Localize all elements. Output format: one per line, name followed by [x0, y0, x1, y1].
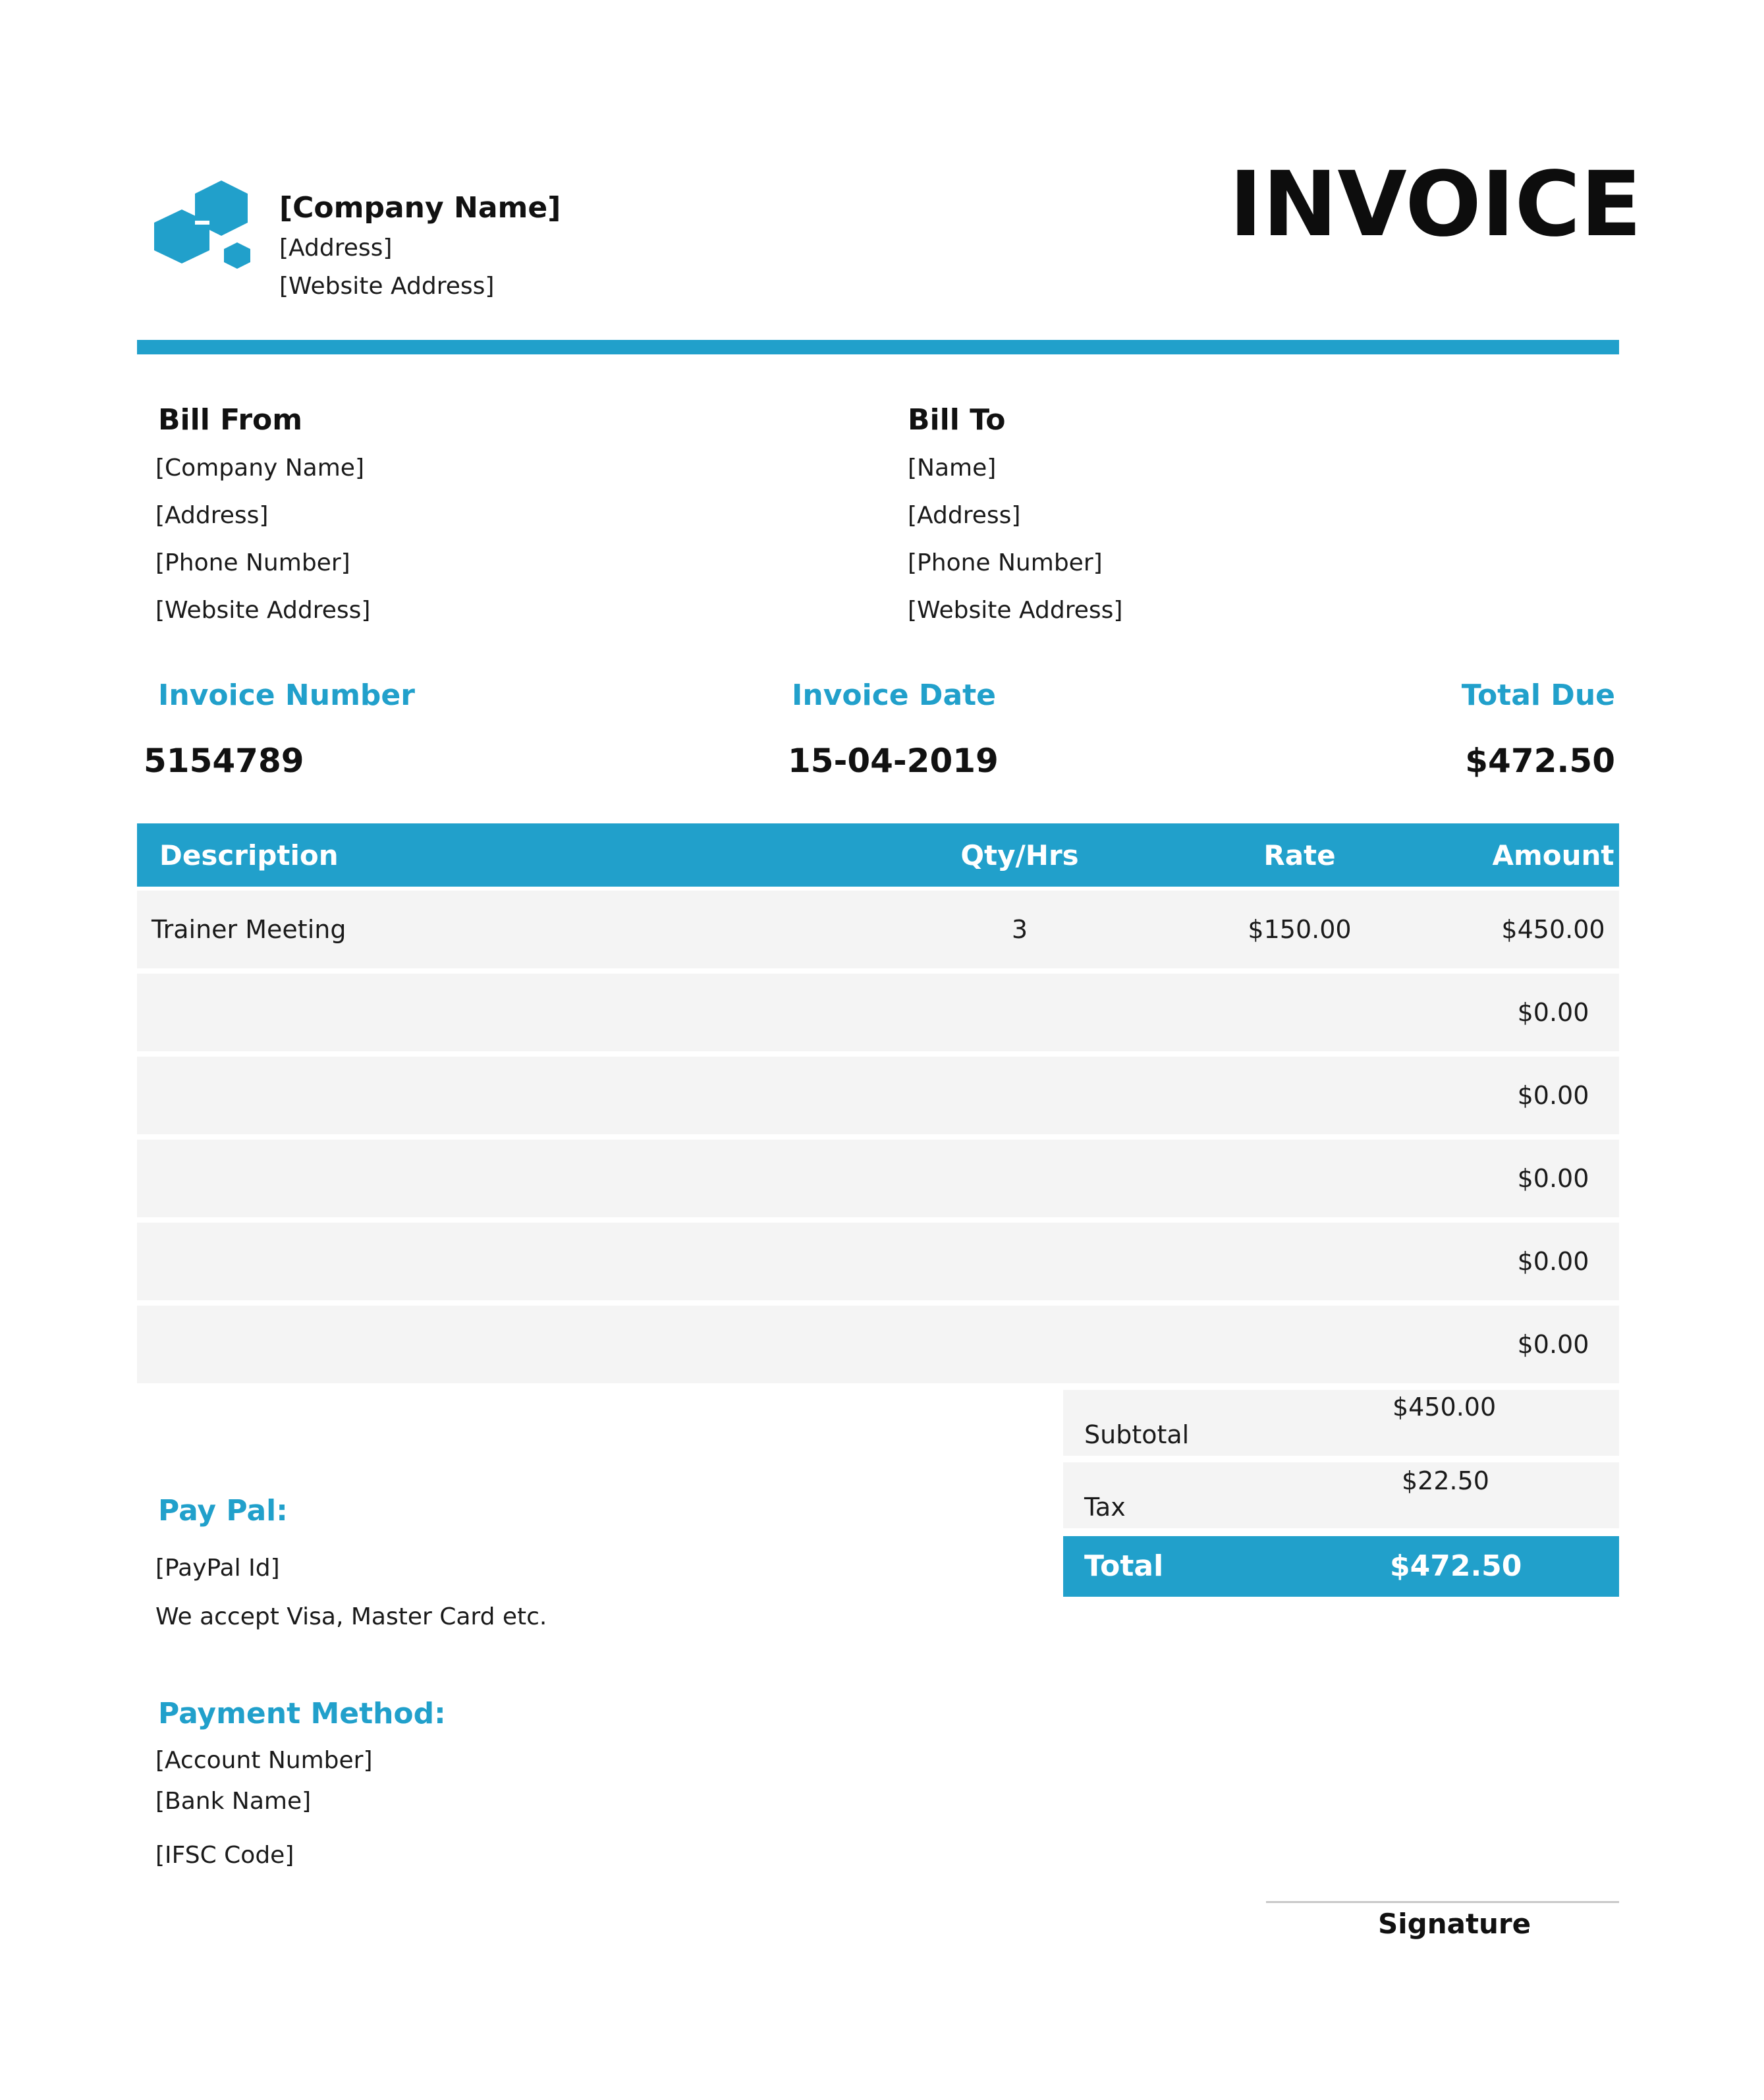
signature-line [1266, 1901, 1619, 1903]
tax-label: Tax [1084, 1493, 1126, 1522]
subtotal-value: $450.00 [1392, 1393, 1497, 1422]
bill-to-phone: [Phone Number] [908, 549, 1103, 576]
company-logo [144, 179, 256, 278]
signature-label: Signature [1378, 1908, 1531, 1940]
header-rate: Rate [1263, 839, 1336, 871]
bill-from-website: [Website Address] [155, 597, 371, 624]
row-amount: $0.00 [1517, 998, 1589, 1027]
total-row [1063, 1536, 1619, 1597]
bill-to-address: [Address] [908, 502, 1021, 529]
tax-value: $22.50 [1402, 1466, 1489, 1495]
row-amount: $0.00 [1517, 1081, 1589, 1110]
total-due-label: Total Due [1461, 678, 1615, 712]
logo-hex-small [224, 242, 250, 269]
invoice-number: 5154789 [144, 742, 304, 780]
table-row [137, 974, 1619, 1051]
payment-method-heading: Payment Method: [158, 1697, 446, 1730]
total-label: Total [1084, 1549, 1164, 1583]
bill-from-heading: Bill From [158, 403, 303, 437]
row-qty [914, 1306, 1125, 1383]
bill-from-address: [Address] [155, 502, 269, 529]
header-description: Description [159, 839, 339, 871]
row-amount: $450.00 [1501, 915, 1605, 944]
row-amount: $0.00 [1517, 1164, 1589, 1193]
row-amount: $0.00 [1517, 1247, 1589, 1276]
bill-to-name: [Name] [908, 455, 997, 482]
row-qty: 3 [1011, 915, 1028, 944]
row-description: Trainer Meeting [152, 915, 346, 944]
table-row [137, 1140, 1619, 1217]
company-name: [Company Name] [279, 191, 561, 225]
paypal-note: We accept Visa, Master Card etc. [155, 1603, 547, 1630]
bill-to-heading: Bill To [908, 403, 1006, 437]
table-row [137, 1223, 1619, 1300]
header-qty: Qty/Hrs [960, 839, 1079, 871]
company-address: [Address] [279, 235, 393, 262]
subtotal-row [1063, 1390, 1619, 1456]
header-amount: Amount [1492, 839, 1614, 871]
header-divider [137, 340, 1619, 354]
company-website: [Website Address] [279, 273, 495, 300]
total-due-value: $472.50 [1465, 742, 1615, 780]
subtotal-label: Subtotal [1084, 1420, 1190, 1449]
bill-from-phone: [Phone Number] [155, 549, 350, 576]
payment-account: [Account Number] [155, 1747, 373, 1774]
bill-from-company: [Company Name] [155, 455, 365, 482]
invoice-date-label: Invoice Date [792, 678, 997, 712]
invoice-date: 15-04-2019 [788, 742, 999, 780]
total-value: $472.50 [1390, 1549, 1522, 1583]
items-table-header [137, 823, 1619, 887]
table-row [137, 1306, 1619, 1383]
payment-ifsc: [IFSC Code] [155, 1842, 294, 1869]
table-row [137, 1057, 1619, 1134]
row-rate: $150.00 [1248, 915, 1352, 944]
invoice-title: INVOICE [1229, 153, 1642, 257]
paypal-heading: Pay Pal: [158, 1494, 288, 1528]
payment-bank: [Bank Name] [155, 1788, 312, 1815]
row-qty [914, 1140, 1125, 1217]
row-qty [914, 974, 1125, 1051]
row-qty [914, 1223, 1125, 1300]
tax-row [1063, 1462, 1619, 1528]
table-row [137, 891, 1619, 968]
row-qty [914, 1057, 1125, 1134]
paypal-id: [PayPal Id] [155, 1555, 280, 1582]
row-amount: $0.00 [1517, 1330, 1589, 1359]
invoice-number-label: Invoice Number [158, 678, 415, 712]
bill-to-website: [Website Address] [908, 597, 1123, 624]
